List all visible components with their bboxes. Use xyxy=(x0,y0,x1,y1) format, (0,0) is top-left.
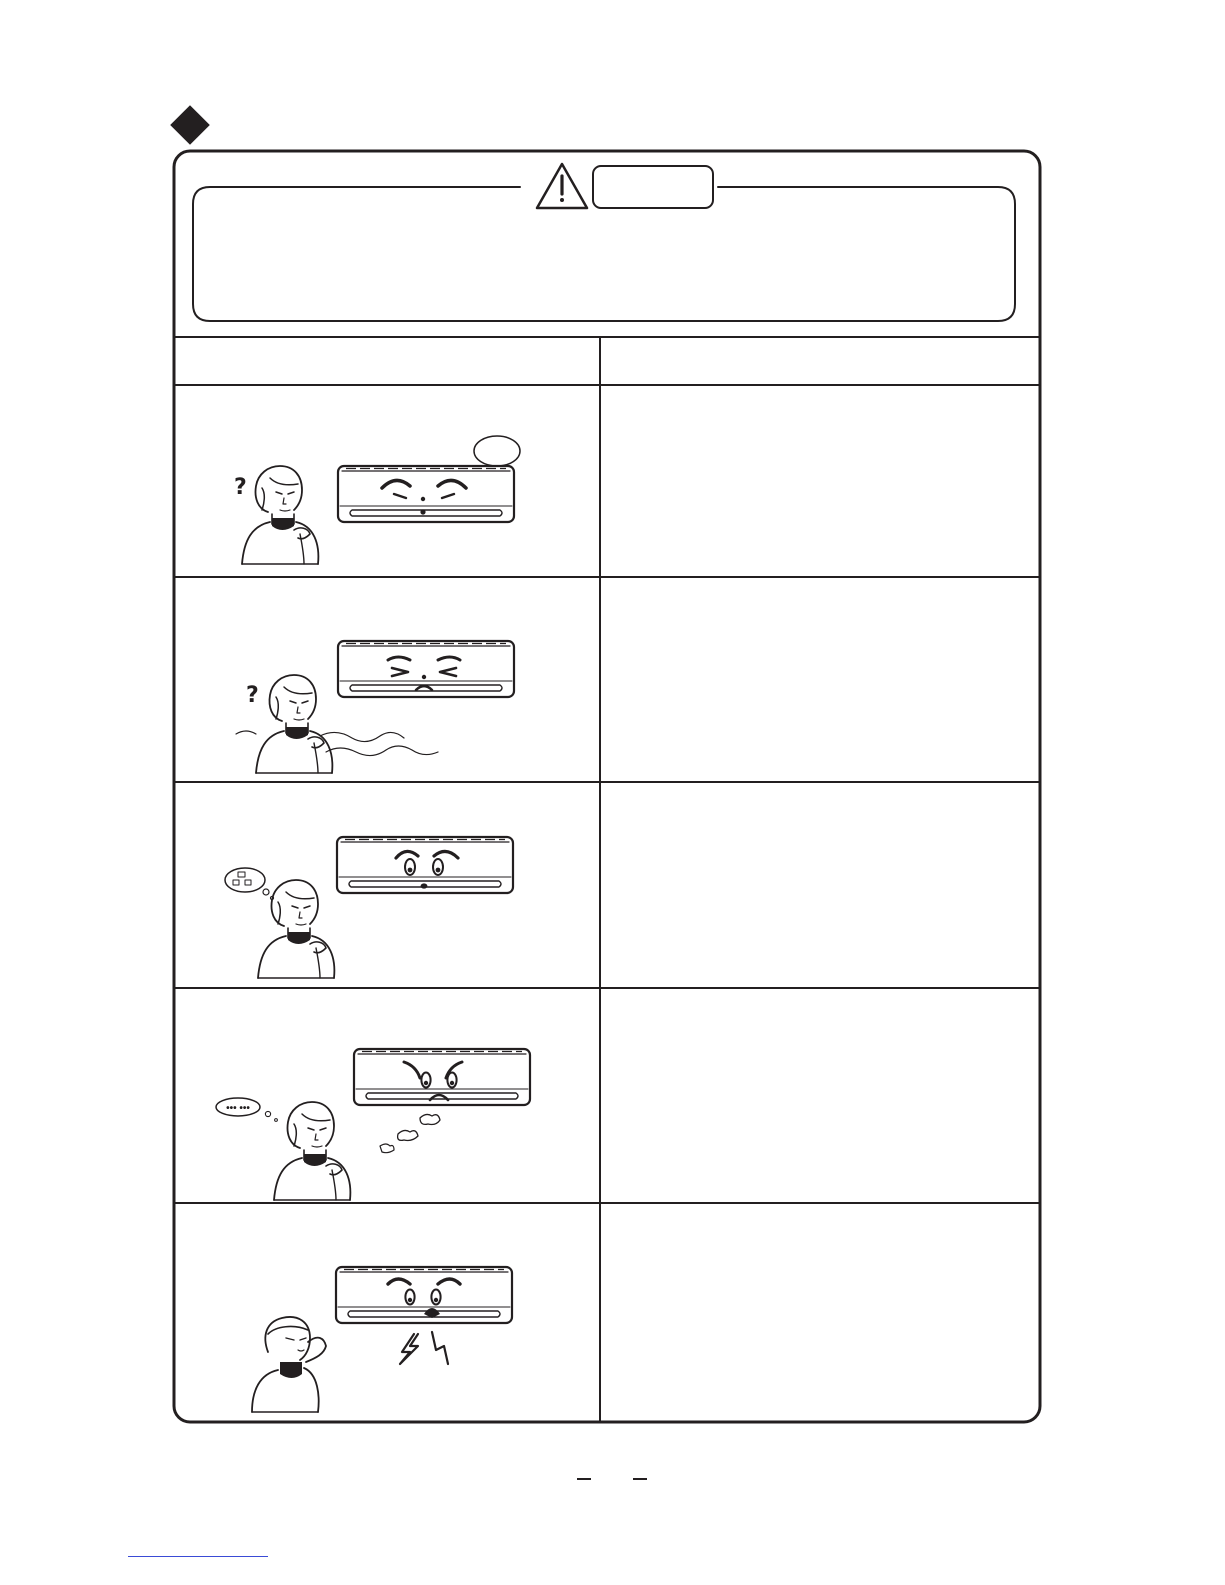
troubleshooting-table xyxy=(174,337,1040,1421)
footer-link-underline[interactable] xyxy=(128,1556,268,1557)
svg-text:••• •••: ••• ••• xyxy=(226,1103,250,1114)
page-number-dash-left xyxy=(577,1478,591,1480)
thought-bubble-icon xyxy=(225,868,274,900)
row-1-illustration xyxy=(234,436,520,564)
diamond-bullet-icon xyxy=(170,105,210,145)
row-4-illustration xyxy=(216,1049,530,1200)
caution-badge xyxy=(593,166,713,208)
question-mark-icon: ? xyxy=(246,683,259,708)
row-2-illustration xyxy=(236,641,514,773)
man-figure xyxy=(252,1317,326,1412)
mist-puffs-icon xyxy=(380,1114,440,1152)
outer-frame xyxy=(174,151,1040,1422)
page-number-dash-right xyxy=(633,1478,647,1480)
lightning-bolt-icon xyxy=(400,1332,448,1364)
row-5-illustration xyxy=(252,1267,512,1412)
airflow-lines-icon xyxy=(236,731,438,756)
warning-triangle-icon xyxy=(537,164,587,208)
speech-bubble-icon xyxy=(474,436,520,466)
row-3-illustration xyxy=(225,837,513,978)
question-mark-icon: ? xyxy=(234,475,247,500)
speech-dots-bubble-icon xyxy=(216,1098,277,1121)
